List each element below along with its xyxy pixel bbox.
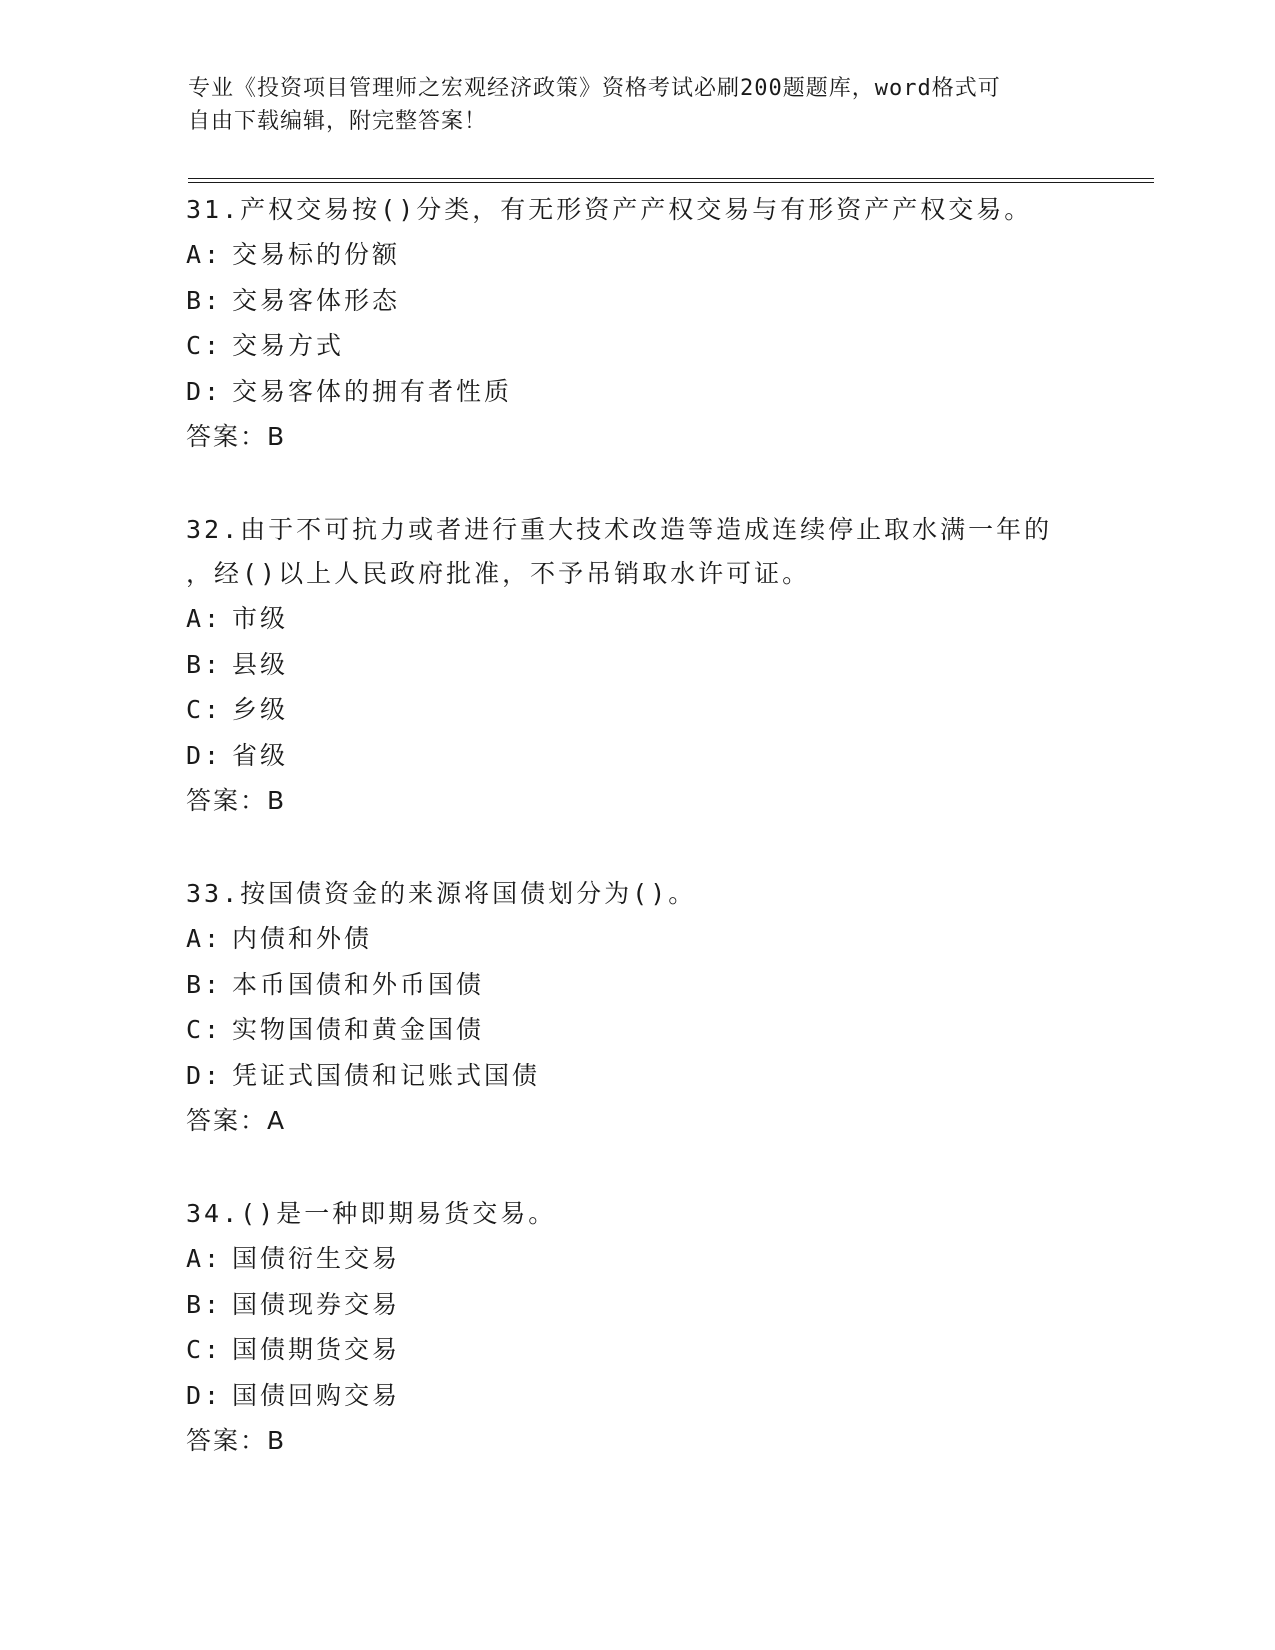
option-text: 交易标的份额 [232, 240, 401, 269]
answer: 答案：A [186, 1106, 287, 1135]
option-letter: C: [186, 331, 223, 360]
option-d [186, 1053, 1146, 1099]
option-letter: A: [186, 924, 223, 953]
header-line-2: 自由下载编辑，附完整答案！ [188, 109, 488, 134]
question-34 [186, 1192, 1146, 1464]
question-text-line-1: 32.由于不可抗力或者进行重大技术改造等造成连续停止取水满一年的 [186, 515, 1053, 544]
question-32 [186, 508, 1146, 824]
option-d [186, 369, 1146, 415]
option-a [186, 596, 1146, 642]
question-text: 33.按国债资金的来源将国债划分为()。 [186, 879, 697, 908]
option-text: 市级 [232, 604, 289, 633]
option-text: 内债和外债 [232, 924, 373, 953]
option-text: 本币国债和外币国债 [232, 969, 485, 999]
option-text: 省级 [232, 740, 289, 770]
option-letter: A: [186, 1244, 223, 1273]
option-text: 县级 [232, 649, 289, 679]
option-text: 交易客体的拥有者性质 [232, 376, 513, 406]
answer: 答案：B [186, 786, 287, 815]
question-text: 34.()是一种即期易货交易。 [186, 1199, 557, 1228]
option-d [186, 1373, 1146, 1419]
option-c [186, 1327, 1146, 1373]
answer: 答案：B [186, 422, 287, 451]
option-text: 实物国债和黄金国债 [232, 1015, 485, 1044]
option-letter: C: [186, 1335, 223, 1364]
option-a [186, 232, 1146, 278]
option-letter: B: [186, 285, 223, 315]
option-text: 乡级 [232, 695, 289, 724]
option-text: 交易方式 [232, 331, 345, 360]
option-letter: B: [186, 969, 223, 999]
option-text: 国债现券交易 [232, 1289, 401, 1319]
question-31 [186, 188, 1146, 460]
option-d [186, 733, 1146, 779]
option-b [186, 962, 1146, 1008]
option-letter: D: [186, 740, 223, 770]
option-text: 国债衍生交易 [232, 1244, 401, 1273]
document-header [188, 72, 1088, 138]
header-line-1: 专业《投资项目管理师之宏观经济政策》资格考试必刷200题题库，word格式可 [188, 76, 1001, 101]
option-a [186, 1236, 1146, 1282]
question-33 [186, 872, 1146, 1144]
option-text: 国债回购交易 [232, 1380, 401, 1410]
answer: 答案：B [186, 1426, 287, 1455]
option-c [186, 687, 1146, 733]
option-text: 交易客体形态 [232, 285, 401, 315]
option-letter: B: [186, 1289, 223, 1319]
option-letter: D: [186, 1060, 223, 1090]
option-a [186, 916, 1146, 962]
option-text: 国债期货交易 [232, 1335, 401, 1364]
option-c [186, 1007, 1146, 1053]
option-b [186, 1282, 1146, 1328]
option-text: 凭证式国债和记账式国债 [232, 1060, 541, 1090]
option-letter: A: [186, 240, 223, 269]
question-text: 31.产权交易按()分类，有无形资产产权交易与有形资产产权交易。 [186, 195, 1033, 224]
question-text-line-2: ，经()以上人民政府批准，不予吊销取水许可证。 [186, 559, 811, 588]
option-b [186, 642, 1146, 688]
option-letter: D: [186, 376, 223, 406]
option-letter: D: [186, 1380, 223, 1410]
option-letter: C: [186, 695, 223, 724]
option-letter: B: [186, 649, 223, 679]
option-letter: C: [186, 1015, 223, 1044]
option-b [186, 278, 1146, 324]
header-divider [188, 178, 1154, 183]
option-c [186, 323, 1146, 369]
option-letter: A: [186, 604, 223, 633]
